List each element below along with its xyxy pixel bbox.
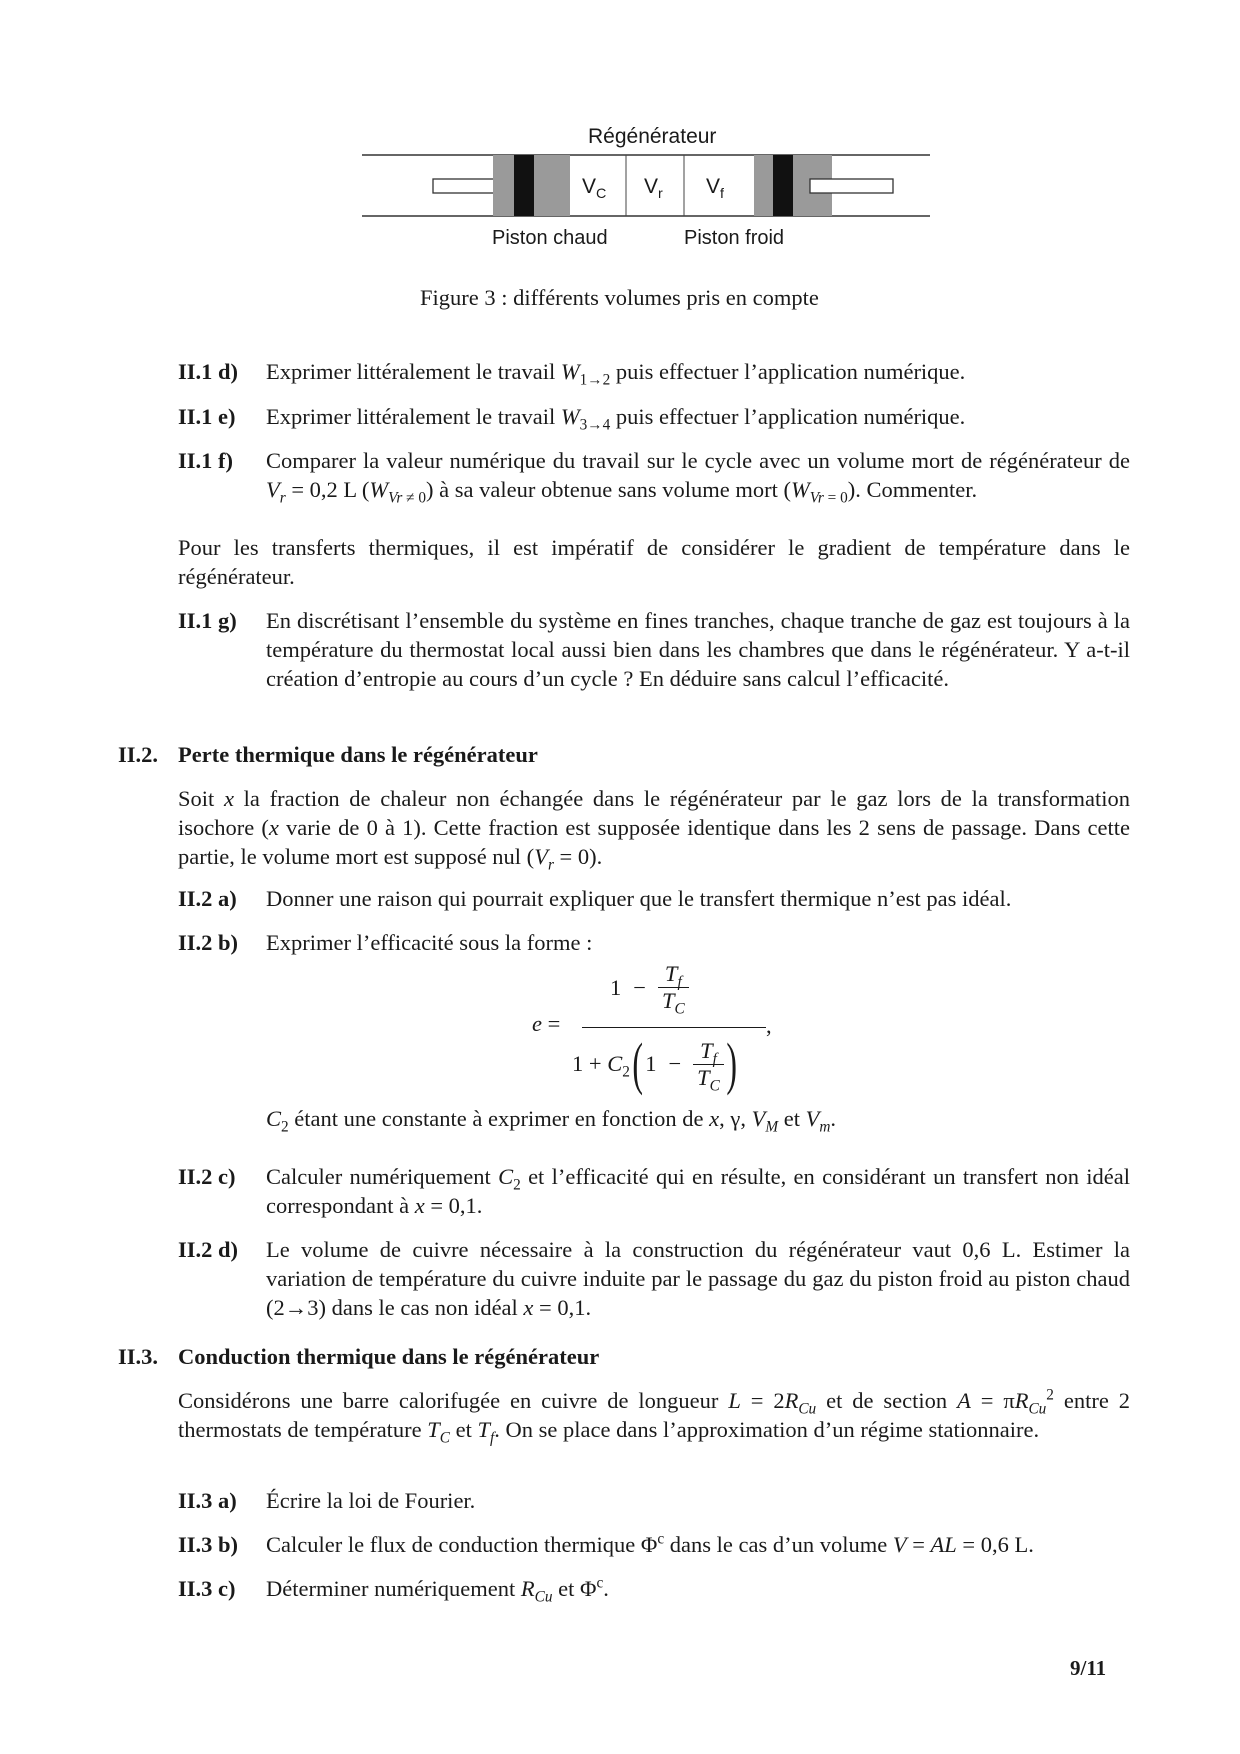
question-text: Écrire la loi de Fourier. [266,1488,476,1513]
section-number: II.3. [118,1344,159,1369]
hot-volume-label: $V_C$ [582,175,607,203]
thermal-transfer-note: Pour les transferts thermiques, il est impératif de considérer le gradient de température dans le régénérateur. [178,535,1130,589]
section-title: Conduction thermique dans le régénérateur [178,1344,600,1369]
formula-comma: , [766,1013,772,1038]
question-text: Exprimer l’efficacité sous la forme : [266,930,593,955]
section-title: Perte thermique dans le régénérateur [178,742,538,767]
question-label: II.3 b) [178,1532,239,1557]
efficiency-formula [530,955,770,1105]
c2-definition: $C_2$ étant une constante à exprimer en fonction de x, γ, $V_M$ et $V_m$. [266,1106,837,1136]
question-label: II.2 d) [178,1237,239,1262]
section-II2-intro: Soit x la fraction de chaleur non échangée dans le régénérateur par le gaz lors de la transformation isochore (x varie de 0 à 1). Cette fraction est supposée identique dans les 2 sens de passage. Dans cette partie, le volume mort est supposé nul $(V_r = 0)$. [178,786,1131,874]
figure-3 [340,115,940,255]
question-text: Exprimer littéralement le travail $W_{1\to 2}$ puis effectuer l’application numérique. [266,359,966,389]
question-II1e [178,402,1130,434]
cold-piston-core [773,155,793,216]
question-label: II.1 g) [178,608,237,633]
question-II3a [178,1486,1130,1515]
formula-denominator: $1 + C_2$ ( 1 − $\frac{T_f}{T_C}$ ) [572,1031,737,1096]
question-label: II.1 e) [178,404,236,429]
question-II3b [178,1530,1130,1559]
hot-piston-core [514,155,534,216]
formula-numerator: 1 − $\frac{T_f}{T_C}$ [610,961,689,1014]
question-label: II.2 c) [178,1164,236,1189]
question-II1g [178,606,1130,693]
question-text: Comparer la valeur numérique du travail sur le cycle avec un volume mort de régénérateur de $V_r = 0,2$ L ($W_{Vr}$ $_{\ne 0}$) à sa valeur obtenue sans volume mort ($W_{Vr}$ $_{= 0}$). Commenter. [266,448,1130,507]
question-II2b [178,928,1130,957]
question-label: II.1 f) [178,448,233,473]
question-label: II.2 b) [178,930,239,955]
figure-caption: Figure 3 : différents volumes pris en compte [420,285,819,310]
temperature-ratio: $\frac{T_f}{T_C}$ [658,961,689,1014]
question-label: II.3 a) [178,1488,237,1513]
question-label: II.2 a) [178,886,237,911]
formula-lhs: e = [532,1011,561,1036]
question-text: Calculer numériquement $C_2$ et l’efficacité qui en résulte, en considérant un transfert non idéal correspondant à x = 0,1. [266,1164,1131,1218]
section-heading-II2 [118,740,538,769]
question-II2a [178,884,1130,913]
question-text: Le volume de cuivre nécessaire à la construction du régénérateur vaut 0,6 L. Estimer la variation de température du cuivre induite par le passage du gaz du piston froid au piston chaud (2→3) dans le cas non idéal x = 0,1. [266,1237,1130,1320]
temperature-ratio: $\frac{T_f}{T_C}$ [693,1038,724,1091]
question-II2c [178,1162,1130,1220]
section-II3-intro: Considérons une barre calorifugée en cuivre de longueur $L = 2R_{Cu}$ et de section $A = \pi R_{Cu}^2$ entre 2 thermostats de température $T_C$ et $T_f$. On se place dans l’approximation d’un régime stationnaire. [178,1386,1130,1447]
question-text: En discrétisant l’ensemble du système en fines tranches, chaque tranche de gaz est toujours à la température du thermostat local aussi bien dans les chambres que dans le régénérateur. Y a-t-il création d’entropie au cours d’un cycle ? En déduire sans calcul l’efficacité. [266,608,1130,691]
cold-volume-label: $V_f$ [706,175,724,203]
question-text: Donner une raison qui pourrait expliquer que le transfert thermique n’est pas idéal. [266,886,1012,911]
hot-piston-label: Piston chaud [492,227,608,249]
question-II1f [178,446,1130,507]
question-text: Calculer le flux de conduction thermique $\Phi^c$ dans le cas d’un volume V = AL = 0,6 L. [266,1530,1034,1557]
section-heading-II3 [118,1342,599,1371]
question-II2d [178,1235,1130,1322]
question-II3c [178,1574,1130,1606]
question-label: II.1 d) [178,359,239,384]
formula-main-fraction-bar [582,1027,766,1028]
question-text: Exprimer littéralement le travail $W_{3\to 4}$ puis effectuer l’application numérique. [266,404,966,434]
cold-piston-label: Piston froid [684,227,785,249]
cold-piston-rod [810,179,893,193]
regenerator-label: Régénérateur [588,125,717,148]
regenerator-volume-label: $V_r$ [644,175,663,203]
section-number: II.2. [118,742,159,767]
question-II1d [178,357,1130,389]
question-label: II.3 c) [178,1576,236,1601]
page-number: 9/11 [1070,1656,1107,1680]
question-text: Déterminer numériquement $R_{Cu}$ et $\Phi^c$. [266,1574,609,1606]
